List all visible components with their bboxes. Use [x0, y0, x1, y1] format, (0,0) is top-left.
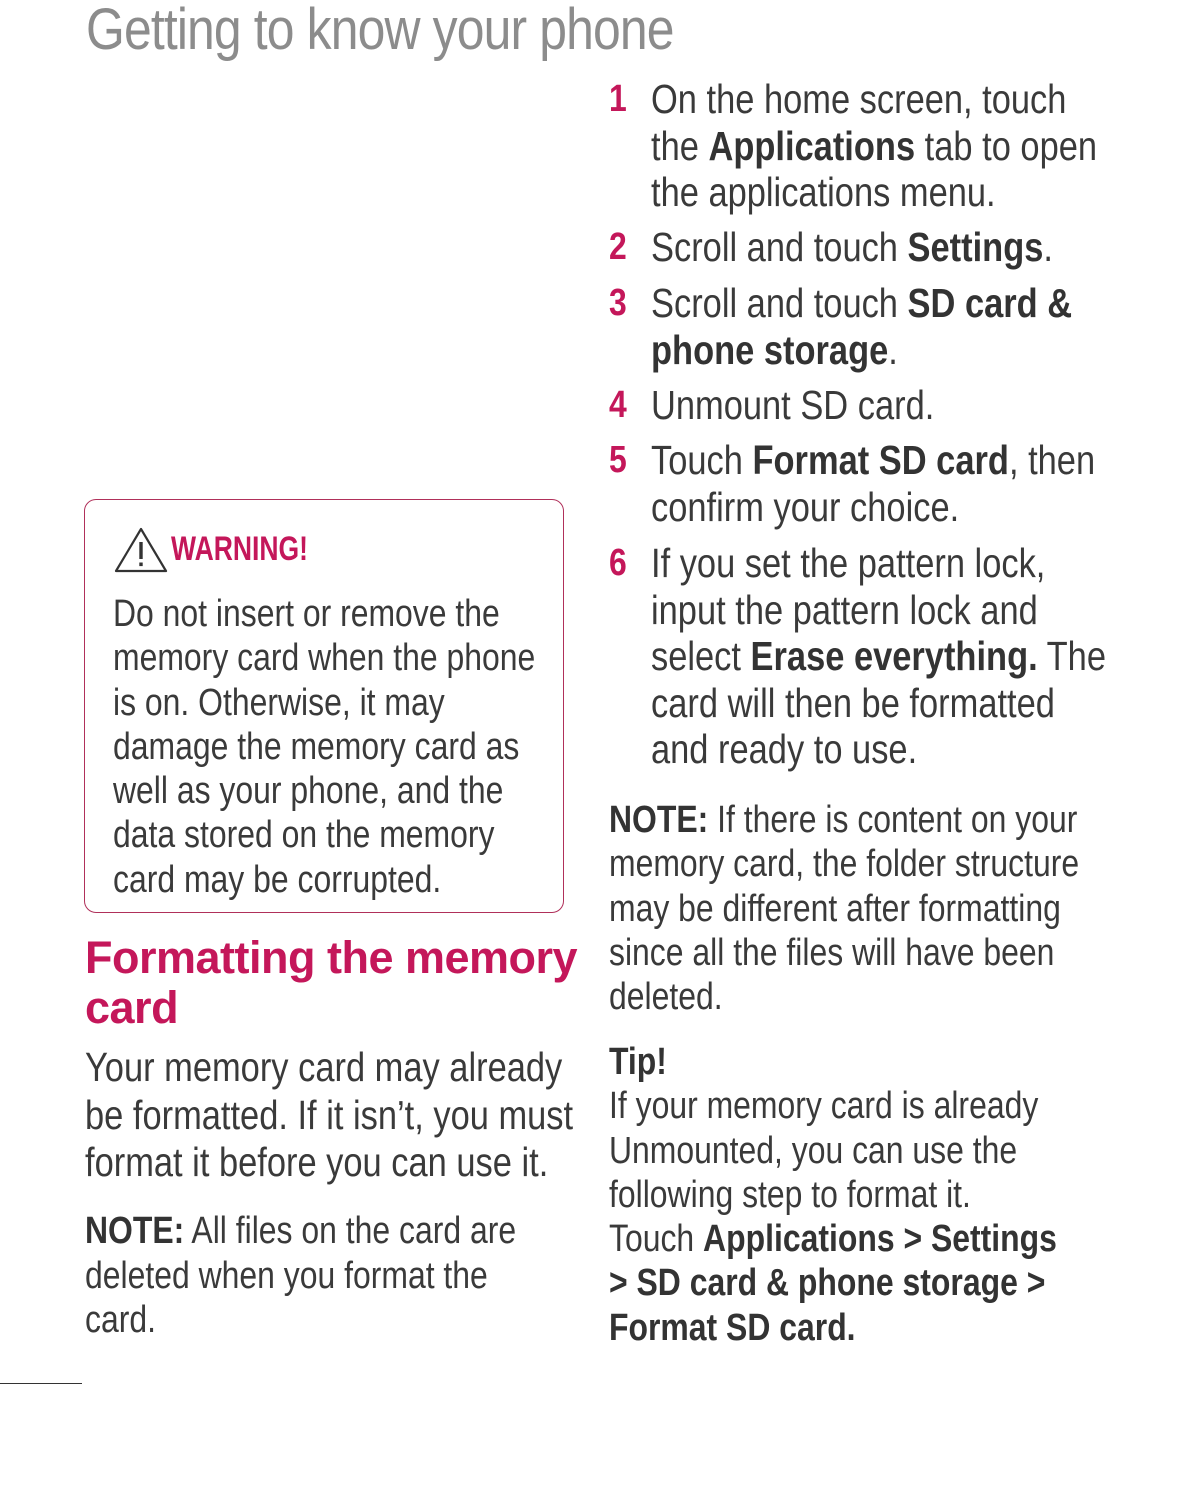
footer-rule [0, 1383, 82, 1384]
step-text: the [651, 122, 709, 169]
paragraph-line: Your memory card may already [85, 1044, 563, 1090]
note-label: NOTE: [609, 799, 709, 841]
step-text: card will then be formatted [651, 679, 1055, 726]
step-text: input the pattern lock and [651, 586, 1038, 633]
step-number: 3 [609, 282, 627, 324]
note-label: NOTE: [85, 1210, 185, 1252]
paragraph-line: format it before you can use it. [85, 1139, 549, 1185]
step-number: 2 [609, 226, 627, 268]
tip-box [609, 1040, 1057, 1350]
page-title: Getting to know your phone [86, 0, 674, 62]
note-text: All files on the card are [184, 1210, 517, 1252]
step-number: 4 [609, 384, 627, 426]
warning-line: is on. Otherwise, it may [113, 681, 445, 724]
tip-title: Tip! [609, 1041, 667, 1083]
step-text: Scroll and touch [651, 224, 908, 270]
tip-bold-text: Format SD card. [609, 1306, 856, 1349]
note-text: deleted when you format the [85, 1254, 488, 1297]
warning-line: Do not insert or remove the [113, 593, 500, 635]
step-text: . [1043, 224, 1053, 270]
tip-text: Unmounted, you can use the [609, 1129, 1018, 1172]
step-text: confirm your choice. [651, 483, 960, 530]
step-text: Scroll and touch [651, 280, 908, 326]
tip-text: Touch [609, 1218, 704, 1261]
tip-bold-text: > SD card & phone storage > [609, 1262, 1046, 1305]
step-text: Unmount SD card. [651, 382, 935, 428]
step-text: and ready to use. [651, 726, 918, 772]
warning-line: damage the memory card as [113, 725, 520, 768]
intro-paragraph [85, 1044, 573, 1187]
step-text: the applications menu. [651, 169, 996, 215]
step-text: . [888, 326, 898, 373]
left-note [85, 1209, 516, 1343]
step-text: If you set the pattern lock, [651, 540, 1046, 586]
step-bold-text: Format SD card [752, 437, 1009, 483]
section-heading [85, 933, 577, 1033]
section-heading-line: Formatting the memory [85, 932, 578, 983]
step-text: tab to open [915, 122, 1098, 169]
note-text: card. [85, 1299, 156, 1341]
step-bold-text: Erase everything. [750, 633, 1038, 679]
warning-box [84, 499, 564, 913]
tip-text: following step to format it. [609, 1173, 971, 1216]
step-bold-text: Applications [708, 122, 916, 169]
tip-text: If your memory card is already [609, 1085, 1039, 1128]
warning-title: WARNING! [171, 530, 309, 568]
note-text: may be different after formatting [609, 887, 1061, 930]
step-bold-text: phone storage [651, 326, 889, 373]
tip-bold-text: Applications > Settings [703, 1218, 1057, 1261]
step-bold-text: SD card & [907, 280, 1073, 326]
step-number: 5 [609, 439, 627, 481]
step-bold-text: Settings [907, 224, 1044, 270]
step-text: On the home screen, touch [651, 76, 1067, 122]
warning-line: card may be corrupted. [113, 858, 442, 901]
right-note [609, 798, 1079, 1019]
step-number: 1 [609, 78, 627, 120]
warning-line: data stored on the memory [113, 814, 495, 857]
note-text: memory card, the folder structure [609, 843, 1080, 886]
step-text: Touch [651, 437, 753, 483]
step-text: select [651, 633, 751, 679]
section-heading-line: card [85, 982, 179, 1033]
warning-line: well as your phone, and the [113, 770, 504, 813]
warning-text [113, 592, 535, 902]
warning-triangle-icon [113, 526, 169, 574]
note-text: since all the files will have been [609, 931, 1055, 974]
note-text: deleted. [609, 976, 723, 1019]
step-number: 6 [609, 542, 627, 584]
step-text: The [1037, 633, 1106, 679]
warning-line: memory card when the phone [113, 637, 536, 680]
paragraph-line: be formatted. If it isn’t, you must [85, 1091, 574, 1138]
note-text: If there is content on your [708, 799, 1078, 841]
step-text: , then [1008, 437, 1096, 483]
